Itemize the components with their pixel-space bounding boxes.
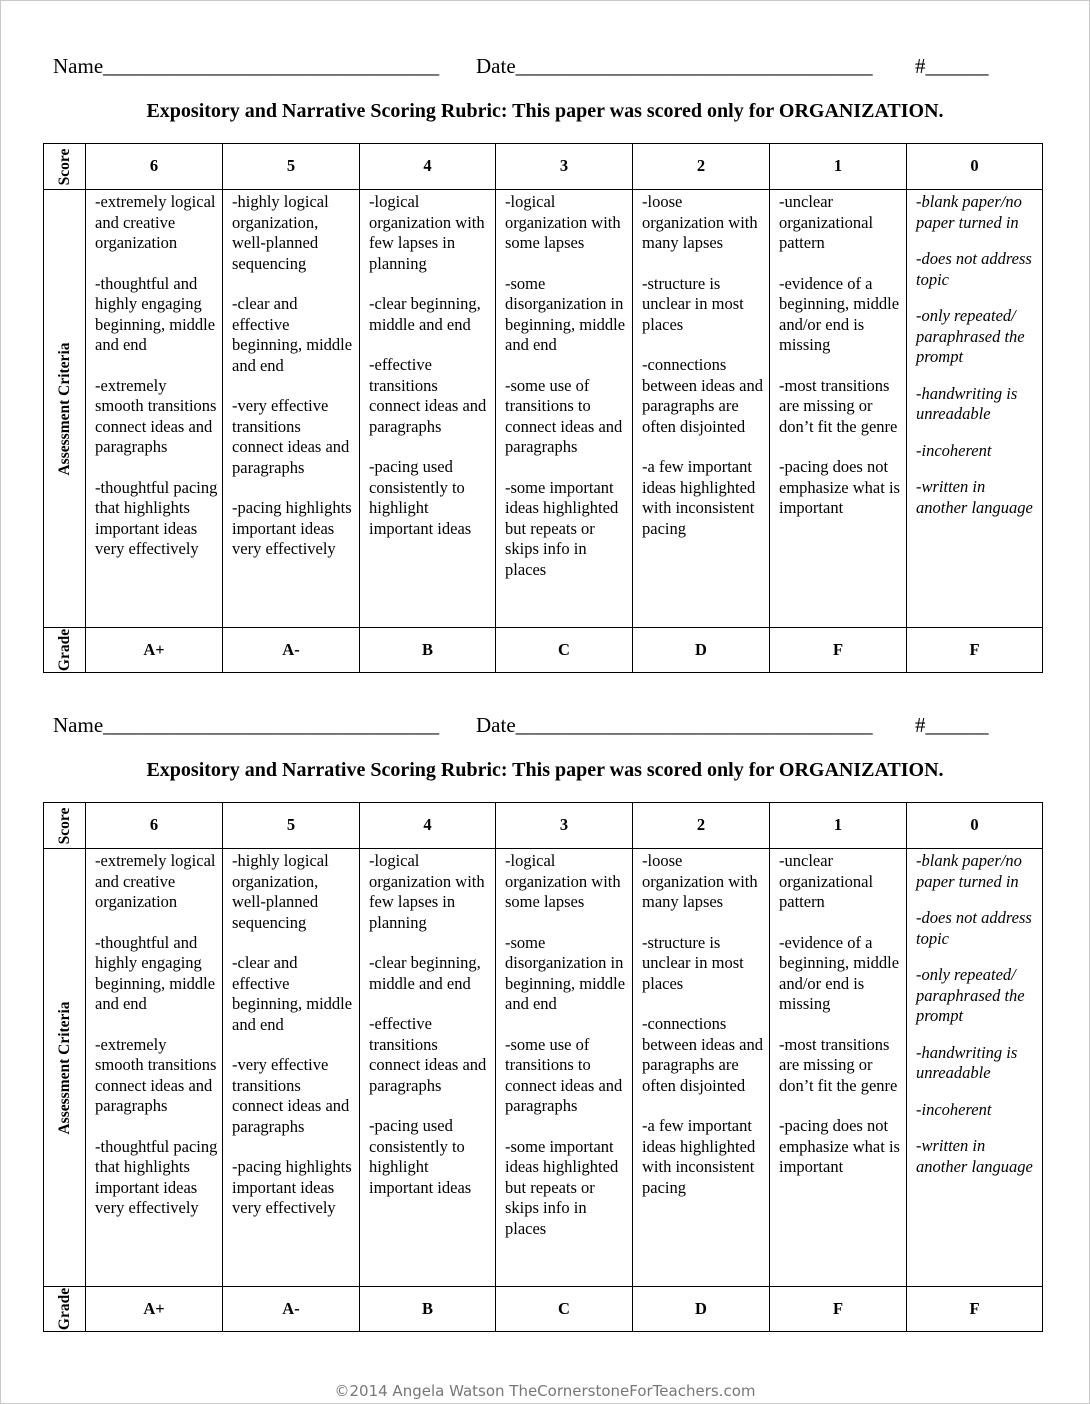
criterion-text: -evidence of a beginning, middle and/or end is missing	[779, 932, 900, 1013]
grade-2: D	[633, 628, 770, 673]
criterion-text: -clear and effective beginning, middle and end	[232, 953, 353, 1034]
copyright-footer: ©2014 Angela Watson TheCornerstoneForTeachers.com	[334, 1382, 756, 1400]
score-side-cell	[44, 144, 86, 190]
criterion-text: -unclear organizational pattern	[779, 192, 874, 252]
grade-row	[44, 628, 1043, 673]
grade-0: F	[907, 1287, 1043, 1332]
criterion-text: -only repeated/ paraphrased the prompt	[916, 965, 1025, 1025]
date-field-label: Date__________________________________	[476, 713, 873, 737]
criteria-score-2	[633, 849, 770, 1287]
criterion-text: -handwriting is unreadable	[916, 1042, 1018, 1082]
score-side-label: Score	[55, 807, 73, 844]
criterion-text: -written in another language	[916, 1136, 1033, 1176]
grade-4: B	[360, 1287, 496, 1332]
criterion-text: -thoughtful pacing that highlights important ideas very effectively	[95, 477, 218, 558]
criteria-score-2	[633, 190, 770, 628]
criterion-text: -structure is unclear in most places	[642, 273, 744, 334]
criteria-score-3	[496, 849, 633, 1287]
score-4: 4	[360, 144, 496, 190]
student-info-line	[53, 713, 1013, 743]
criterion-text: -incoherent	[916, 440, 992, 460]
rubric-table	[43, 143, 1043, 673]
student-info-line	[53, 54, 1013, 84]
criterion-text: -pacing highlights important ideas very effectively	[232, 1157, 352, 1217]
rubric-title: Expository and Narrative Scoring Rubric: This paper was scored only for ORGANIZATION.	[146, 759, 944, 781]
name-field-label: Name________________________________	[53, 54, 440, 78]
criterion-text: -some important ideas highlighted but repeats or skips info in places	[505, 1136, 619, 1238]
score-4: 4	[360, 803, 496, 849]
criterion-text: -effective transitions connect ideas and paragraphs	[369, 1014, 487, 1095]
criterion-text: -clear and effective beginning, middle and end	[232, 294, 353, 375]
criteria-score-0	[907, 190, 1043, 628]
criterion-text: -thoughtful and highly engaging beginning, middle and end	[95, 273, 216, 354]
criterion-text: -extremely logical and creative organization	[95, 851, 216, 911]
criterion-text: -evidence of a beginning, middle and/or end is missing	[779, 273, 900, 354]
criteria-score-0	[907, 849, 1043, 1287]
criterion-text: -blank paper/no paper turned in	[916, 192, 1022, 232]
criteria-side-cell	[44, 190, 86, 628]
criterion-text: -clear beginning, middle and end	[369, 294, 481, 334]
criteria-row	[44, 849, 1043, 1287]
score-3: 3	[496, 803, 633, 849]
criterion-text: -thoughtful pacing that highlights important ideas very effectively	[95, 1136, 218, 1217]
score-1: 1	[770, 803, 907, 849]
score-0: 0	[907, 803, 1043, 849]
criterion-text: -some use of transitions to connect ideas and paragraphs	[505, 1034, 623, 1115]
criterion-text: -extremely smooth transitions connect ideas and paragraphs	[95, 375, 217, 456]
criterion-text: -only repeated/ paraphrased the prompt	[916, 306, 1025, 366]
score-2: 2	[633, 144, 770, 190]
grade-1: F	[770, 628, 907, 673]
criterion-text: -some disorganization in beginning, middle and end	[505, 932, 626, 1013]
criterion-text: -blank paper/no paper turned in	[916, 851, 1022, 891]
grade-side-cell	[44, 628, 86, 673]
criteria-side-cell	[44, 849, 86, 1287]
criterion-text: -logical organization with few lapses in planning	[369, 192, 485, 273]
grade-side-label: Grade	[55, 1287, 73, 1331]
grade-side-cell	[44, 1287, 86, 1332]
grade-4: B	[360, 628, 496, 673]
criterion-text: -most transitions are missing or don’t fit the genre	[779, 375, 898, 436]
score-2: 2	[633, 803, 770, 849]
criteria-score-1	[770, 190, 907, 628]
criterion-text: -very effective transitions connect ideas and paragraphs	[232, 396, 350, 477]
criteria-score-3	[496, 190, 633, 628]
criteria-score-1	[770, 849, 907, 1287]
grade-5: A-	[223, 628, 360, 673]
criterion-text: -logical organization with some lapses	[505, 851, 621, 911]
criteria-row	[44, 190, 1043, 628]
criterion-text: -connections between ideas and paragraphs are often disjointed	[642, 355, 763, 436]
grade-3: C	[496, 628, 633, 673]
criterion-text: -does not address topic	[916, 249, 1032, 289]
grade-2: D	[633, 1287, 770, 1332]
score-row	[44, 144, 1043, 190]
criterion-text: -highly logical organization, well-planned sequencing	[232, 192, 329, 273]
criteria-score-6	[86, 849, 223, 1287]
name-field-label: Name________________________________	[53, 713, 440, 737]
criterion-text: -structure is unclear in most places	[642, 932, 744, 993]
score-side-cell	[44, 803, 86, 849]
grade-3: C	[496, 1287, 633, 1332]
criterion-text: -some use of transitions to connect ideas and paragraphs	[505, 375, 623, 456]
criterion-text: -a few important ideas highlighted with inconsistent pacing	[642, 457, 756, 538]
number-field-label: #______	[915, 713, 989, 737]
grade-row	[44, 1287, 1043, 1332]
criteria-side-label: Assessment Criteria	[55, 1000, 73, 1135]
grade-1: F	[770, 1287, 907, 1332]
criterion-text: -pacing does not emphasize what is important	[779, 457, 900, 517]
criteria-score-6	[86, 190, 223, 628]
criteria-side-label: Assessment Criteria	[55, 341, 73, 476]
criteria-score-5	[223, 190, 360, 628]
criterion-text: -handwriting is unreadable	[916, 383, 1018, 423]
criteria-score-4	[360, 849, 496, 1287]
criterion-text: -pacing does not emphasize what is important	[779, 1116, 900, 1176]
date-field-label: Date__________________________________	[476, 54, 873, 78]
number-field-label: #______	[915, 54, 989, 78]
criterion-text: -pacing used consistently to highlight important ideas	[369, 1116, 472, 1197]
score-3: 3	[496, 144, 633, 190]
criteria-score-4	[360, 190, 496, 628]
criterion-text: -a few important ideas highlighted with inconsistent pacing	[642, 1116, 756, 1197]
score-1: 1	[770, 144, 907, 190]
criterion-text: -written in another language	[916, 477, 1033, 517]
criterion-text: -highly logical organization, well-planned sequencing	[232, 851, 329, 932]
criterion-text: -pacing highlights important ideas very effectively	[232, 498, 352, 558]
score-6: 6	[86, 144, 223, 190]
grade-5: A-	[223, 1287, 360, 1332]
criterion-text: -some important ideas highlighted but repeats or skips info in places	[505, 477, 619, 579]
criterion-text: -connections between ideas and paragraphs are often disjointed	[642, 1014, 763, 1095]
score-6: 6	[86, 803, 223, 849]
criterion-text: -loose organization with many lapses	[642, 192, 758, 252]
score-5: 5	[223, 803, 360, 849]
criterion-text: -most transitions are missing or don’t fit the genre	[779, 1034, 898, 1095]
criterion-text: -thoughtful and highly engaging beginning, middle and end	[95, 932, 216, 1013]
criteria-score-5	[223, 849, 360, 1287]
criterion-text: -some disorganization in beginning, middle and end	[505, 273, 626, 354]
criterion-text: -pacing used consistently to highlight important ideas	[369, 457, 472, 538]
criterion-text: -very effective transitions connect ideas and paragraphs	[232, 1055, 350, 1136]
score-row	[44, 803, 1043, 849]
criterion-text: -extremely smooth transitions connect ideas and paragraphs	[95, 1034, 217, 1115]
score-0: 0	[907, 144, 1043, 190]
criterion-text: -does not address topic	[916, 908, 1032, 948]
criterion-text: -logical organization with few lapses in planning	[369, 851, 485, 932]
criterion-text: -logical organization with some lapses	[505, 192, 621, 252]
score-side-label: Score	[55, 148, 73, 185]
score-5: 5	[223, 144, 360, 190]
rubric-title: Expository and Narrative Scoring Rubric: This paper was scored only for ORGANIZATION.	[146, 100, 944, 122]
criterion-text: -effective transitions connect ideas and paragraphs	[369, 355, 487, 436]
criterion-text: -incoherent	[916, 1099, 992, 1119]
grade-6: A+	[86, 1287, 223, 1332]
grade-6: A+	[86, 628, 223, 673]
grade-side-label: Grade	[55, 628, 73, 672]
rubric-table	[43, 802, 1043, 1332]
criterion-text: -unclear organizational pattern	[779, 851, 874, 911]
criterion-text: -loose organization with many lapses	[642, 851, 758, 911]
criterion-text: -extremely logical and creative organization	[95, 192, 216, 252]
criterion-text: -clear beginning, middle and end	[369, 953, 481, 993]
grade-0: F	[907, 628, 1043, 673]
